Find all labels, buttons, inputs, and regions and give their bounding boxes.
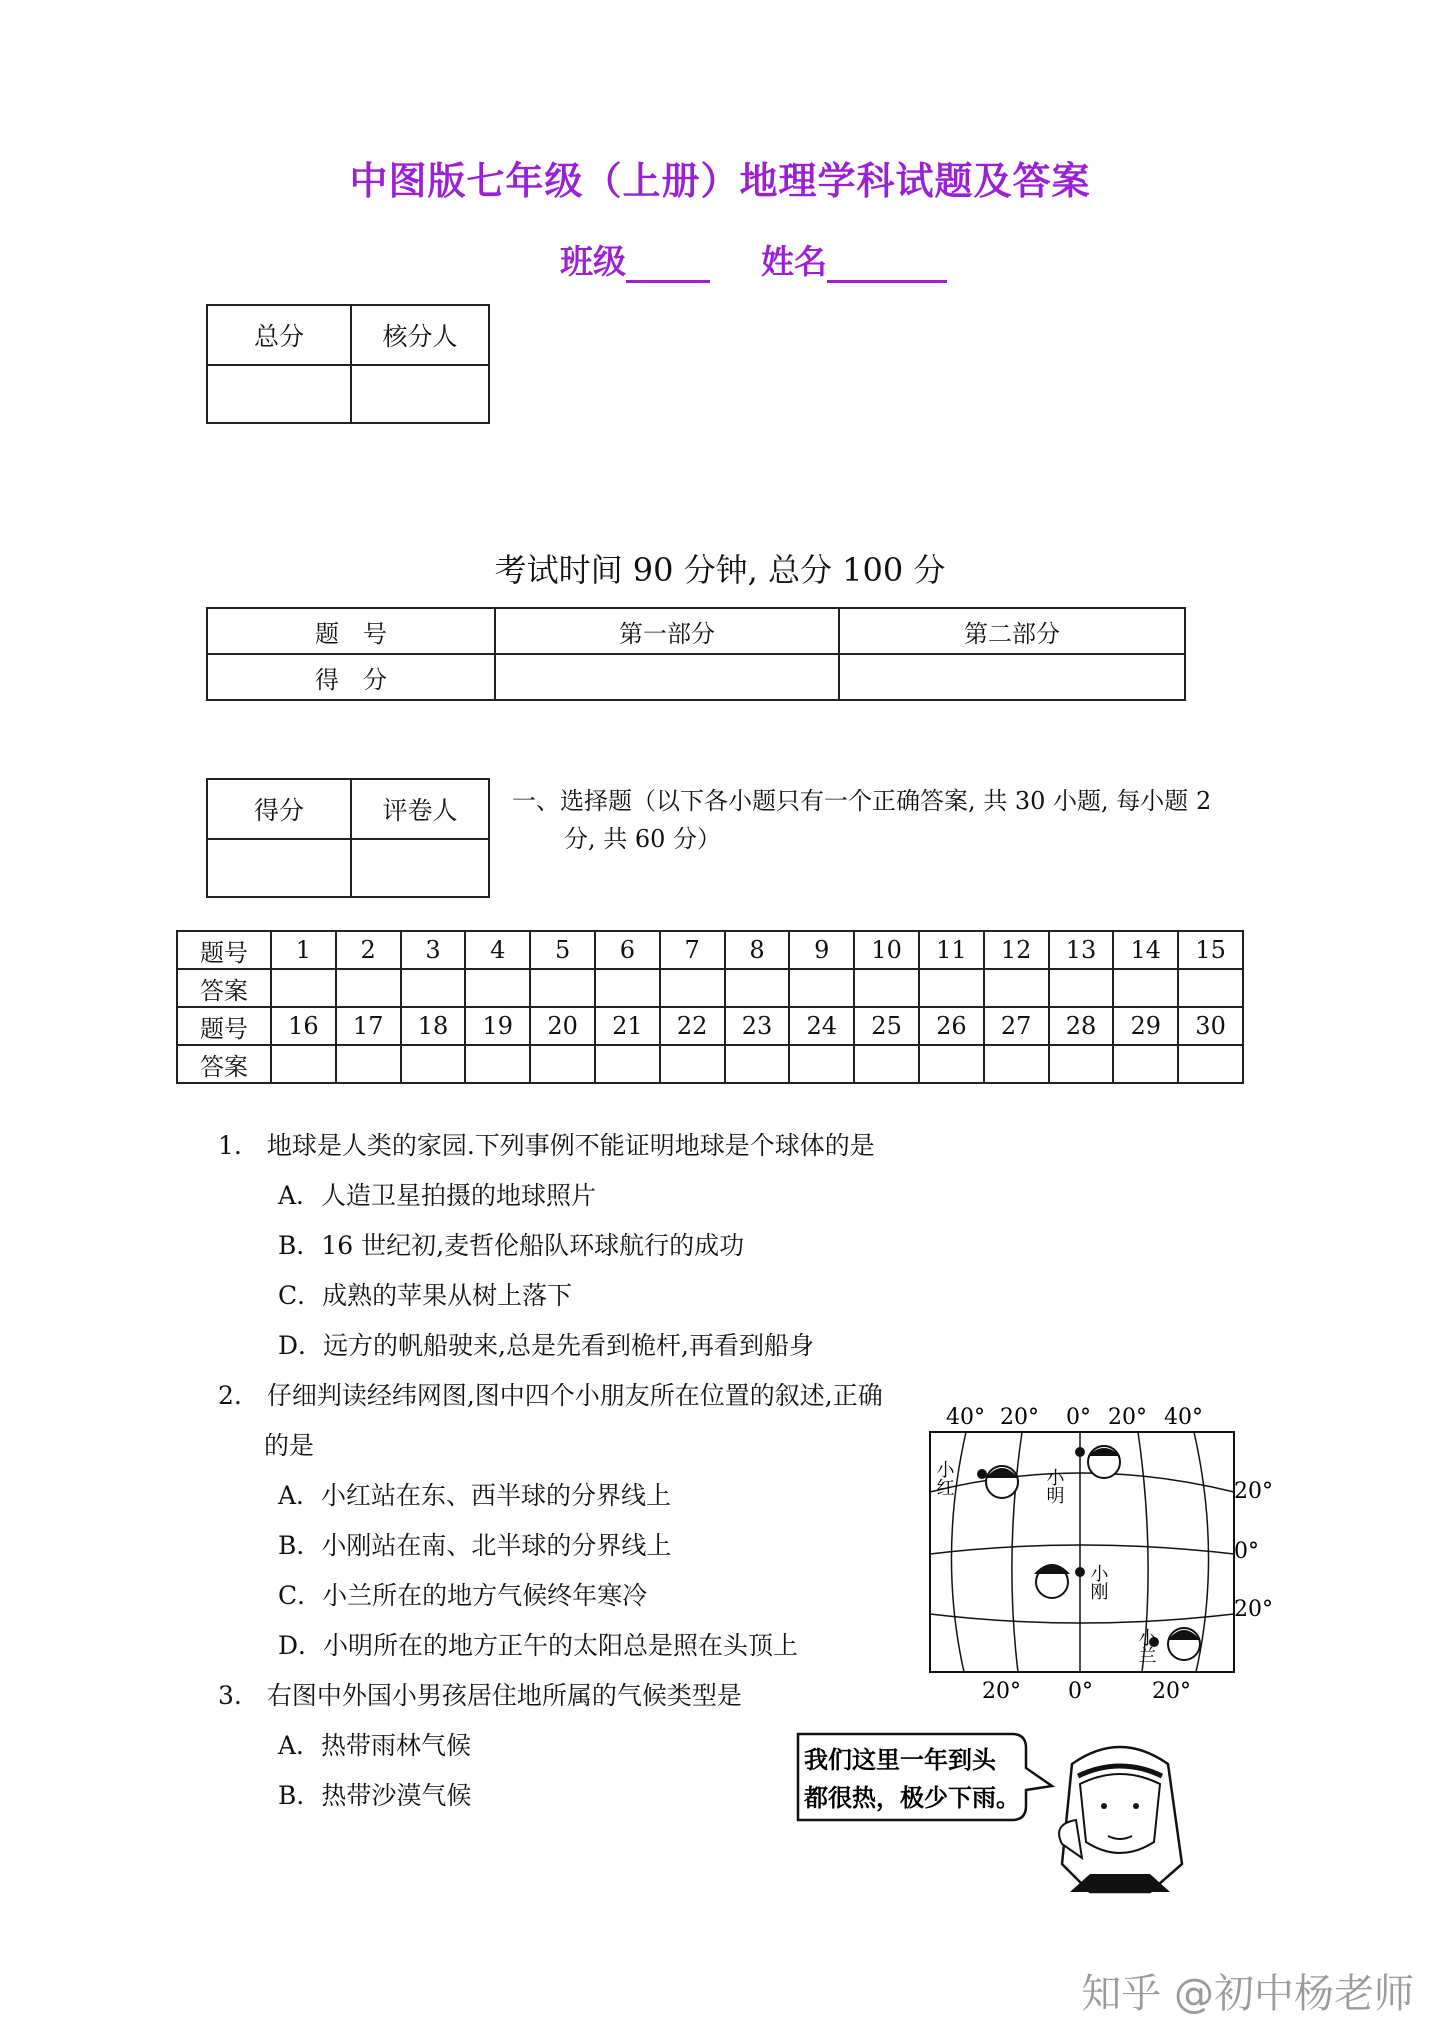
checker-label: 核分人 bbox=[351, 305, 489, 365]
exam-info: 考试时间 90 分钟, 总分 100 分 bbox=[494, 551, 946, 589]
speech-line-1: 我们这里一年到头 bbox=[804, 1746, 996, 1774]
map-bottom-label: 20° bbox=[1152, 1679, 1191, 1704]
map-top-label: 20° bbox=[1108, 1405, 1147, 1430]
watermark: 知乎 @初中杨老师 bbox=[1081, 1971, 1414, 2017]
point-xiaoming bbox=[1075, 1447, 1085, 1457]
boy-eye bbox=[1133, 1803, 1139, 1809]
answer-cell[interactable] bbox=[465, 969, 530, 1007]
speech-line-2: 都很热，极少下雨。 bbox=[804, 1784, 1020, 1812]
grid-row-numbers-1 bbox=[177, 931, 1243, 969]
grid-no: 11 bbox=[919, 931, 984, 969]
grid-no: 20 bbox=[530, 1007, 595, 1045]
grid-no: 10 bbox=[854, 931, 919, 969]
grid-no: 16 bbox=[271, 1007, 336, 1045]
grid-no: 1 bbox=[271, 931, 336, 969]
section-heading-line2: 分, 共 60 分） bbox=[564, 825, 722, 853]
grid-no: 28 bbox=[1049, 1007, 1114, 1045]
class-name-line bbox=[560, 236, 947, 283]
grid-no: 27 bbox=[984, 1007, 1049, 1045]
score-label: 得分 bbox=[207, 779, 351, 839]
kid-icon bbox=[1168, 1628, 1200, 1660]
class-blank[interactable] bbox=[626, 246, 710, 283]
answer-cell[interactable] bbox=[401, 1045, 466, 1083]
grid-no: 4 bbox=[465, 931, 530, 969]
question-2-option-a[interactable]: A．小红站在东、西半球的分界线上 bbox=[278, 1481, 672, 1510]
grid-no: 15 bbox=[1178, 931, 1243, 969]
map-top-label: 0° bbox=[1066, 1405, 1091, 1430]
map-right-label: 20° bbox=[1234, 1479, 1273, 1504]
map-right-label: 0° bbox=[1234, 1539, 1259, 1564]
grid-no: 7 bbox=[660, 931, 725, 969]
grid-no: 3 bbox=[401, 931, 466, 969]
answer-cell[interactable] bbox=[271, 1045, 336, 1083]
point-xiaogang bbox=[1075, 1567, 1085, 1577]
question-3-option-b[interactable]: B．热带沙漠气候 bbox=[278, 1781, 472, 1810]
grid-no: 18 bbox=[401, 1007, 466, 1045]
total-cell[interactable] bbox=[207, 365, 351, 423]
meridian-line bbox=[1012, 1432, 1022, 1672]
question-1-option-c[interactable]: C．成熟的苹果从树上落下 bbox=[278, 1281, 573, 1310]
grid-no: 8 bbox=[725, 931, 790, 969]
parts-header-no: 题 号 bbox=[207, 608, 495, 654]
answer-cell[interactable] bbox=[465, 1045, 530, 1083]
grid-row-answers-2 bbox=[177, 1045, 1243, 1083]
answer-cell[interactable] bbox=[530, 1045, 595, 1083]
class-label: 班级 bbox=[560, 242, 626, 281]
point-xiaohong bbox=[977, 1469, 987, 1479]
parts-table bbox=[206, 607, 1186, 701]
total-label: 总分 bbox=[207, 305, 351, 365]
desert-boy-illustration bbox=[790, 1724, 1210, 1894]
question-1-option-b[interactable]: B．16 世纪初,麦哲伦船队环球航行的成功 bbox=[278, 1231, 745, 1260]
answer-cell[interactable] bbox=[530, 969, 595, 1007]
parts-score-second[interactable] bbox=[839, 654, 1185, 700]
parallel-line bbox=[930, 1614, 1234, 1623]
question-1-stem: 1. 地球是人类的家园.下列事例不能证明地球是个球体的是 bbox=[218, 1131, 875, 1160]
question-2-option-c[interactable]: C．小兰所在的地方气候终年寒冷 bbox=[278, 1581, 648, 1610]
answer-cell[interactable] bbox=[984, 1045, 1049, 1083]
checker-cell[interactable] bbox=[351, 365, 489, 423]
answer-cell[interactable] bbox=[789, 969, 854, 1007]
question-3-stem: 3. 右图中外国小男孩居住地所属的气候类型是 bbox=[218, 1681, 742, 1710]
map-top-label: 20° bbox=[1000, 1405, 1039, 1430]
kid-label-xiaoming: 小明 bbox=[1043, 1468, 1065, 1504]
answer-cell[interactable] bbox=[401, 969, 466, 1007]
name-label: 姓名 bbox=[761, 242, 827, 281]
section-heading-line1: 一、选择题（以下各小题只有一个正确答案, 共 30 小题, 每小题 2 bbox=[512, 787, 1212, 815]
question-2-option-b[interactable]: B．小刚站在南、北半球的分界线上 bbox=[278, 1531, 672, 1560]
kid-label-xiaolan: 小兰 bbox=[1135, 1628, 1157, 1664]
grid-row-answers-1 bbox=[177, 969, 1243, 1007]
answer-grid bbox=[176, 930, 1244, 1084]
grid-no: 19 bbox=[465, 1007, 530, 1045]
grid-no: 2 bbox=[336, 931, 401, 969]
parallel-line bbox=[930, 1545, 1234, 1554]
answer-cell[interactable] bbox=[854, 1045, 919, 1083]
answer-cell[interactable] bbox=[1049, 1045, 1114, 1083]
grid-no: 12 bbox=[984, 931, 1049, 969]
grid-no: 14 bbox=[1113, 931, 1178, 969]
question-1-option-a[interactable]: A．人造卫星拍摄的地球照片 bbox=[278, 1181, 597, 1210]
parts-header-first: 第一部分 bbox=[495, 608, 839, 654]
grid-label-no: 题号 bbox=[177, 931, 271, 969]
answer-cell[interactable] bbox=[919, 1045, 984, 1083]
answer-cell[interactable] bbox=[336, 969, 401, 1007]
name-blank[interactable] bbox=[827, 246, 947, 283]
parts-score-label: 得 分 bbox=[207, 654, 495, 700]
grid-row-numbers-2 bbox=[177, 1007, 1243, 1045]
grid-no: 25 bbox=[854, 1007, 919, 1045]
grid-no: 22 bbox=[660, 1007, 725, 1045]
grid-no: 29 bbox=[1113, 1007, 1178, 1045]
answer-cell[interactable] bbox=[1049, 969, 1114, 1007]
grid-no: 24 bbox=[789, 1007, 854, 1045]
grader-cell[interactable] bbox=[351, 839, 489, 897]
map-top-label: 40° bbox=[946, 1405, 985, 1430]
map-right-label: 20° bbox=[1234, 1597, 1273, 1622]
parallel-line bbox=[930, 1473, 1234, 1492]
boy-face bbox=[1080, 1774, 1160, 1853]
map-bottom-label: 20° bbox=[982, 1679, 1021, 1704]
question-2-stem: 2. 仔细判读经纬网图,图中四个小朋友所在位置的叙述,正确 bbox=[218, 1381, 883, 1410]
grid-label-no: 题号 bbox=[177, 1007, 271, 1045]
grid-label-ans: 答案 bbox=[177, 969, 271, 1007]
kid-label-xiaogang: 小刚 bbox=[1087, 1564, 1109, 1600]
map-bottom-label: 0° bbox=[1068, 1679, 1093, 1704]
map-top-label: 40° bbox=[1164, 1405, 1203, 1430]
kid-icon bbox=[1034, 1564, 1070, 1598]
question-2-option-d[interactable]: D．小明所在的地方正午的太阳总是照在头顶上 bbox=[278, 1631, 799, 1660]
grid-no: 13 bbox=[1049, 931, 1114, 969]
question-2-stem-cont: 的是 bbox=[264, 1431, 315, 1460]
answer-cell[interactable] bbox=[919, 969, 984, 1007]
grader-table bbox=[206, 778, 490, 898]
score-table bbox=[206, 304, 490, 424]
grid-no: 17 bbox=[336, 1007, 401, 1045]
parts-header-second: 第二部分 bbox=[839, 608, 1185, 654]
answer-cell[interactable] bbox=[660, 1045, 725, 1083]
grid-no: 23 bbox=[725, 1007, 790, 1045]
answer-cell[interactable] bbox=[595, 1045, 660, 1083]
page-title: 中图版七年级（上册）地理学科试题及答案 bbox=[349, 159, 1091, 203]
grid-no: 21 bbox=[595, 1007, 660, 1045]
grid-no: 9 bbox=[789, 931, 854, 969]
grid-no: 26 bbox=[919, 1007, 984, 1045]
answer-cell[interactable] bbox=[660, 969, 725, 1007]
score-cell[interactable] bbox=[207, 839, 351, 897]
kid-icon bbox=[986, 1466, 1018, 1498]
grid-no: 6 bbox=[595, 931, 660, 969]
section-heading bbox=[512, 782, 1211, 858]
answer-cell[interactable] bbox=[725, 1045, 790, 1083]
answer-cell[interactable] bbox=[789, 1045, 854, 1083]
grader-label: 评卷人 bbox=[351, 779, 489, 839]
answer-cell[interactable] bbox=[1178, 1045, 1243, 1083]
answer-cell[interactable] bbox=[854, 969, 919, 1007]
parts-score-first[interactable] bbox=[495, 654, 839, 700]
kid-icon bbox=[1088, 1446, 1120, 1478]
answer-cell[interactable] bbox=[595, 969, 660, 1007]
answer-cell[interactable] bbox=[1178, 969, 1243, 1007]
answer-cell[interactable] bbox=[271, 969, 336, 1007]
grid-no: 5 bbox=[530, 931, 595, 969]
grid-label-ans: 答案 bbox=[177, 1045, 271, 1083]
answer-cell[interactable] bbox=[1113, 969, 1178, 1007]
graticule-map bbox=[920, 1396, 1273, 1706]
kid-label-xiaohong: 小红 bbox=[933, 1460, 955, 1496]
answer-cell[interactable] bbox=[984, 969, 1049, 1007]
question-3-option-a[interactable]: A．热带雨林气候 bbox=[278, 1731, 472, 1760]
answer-cell[interactable] bbox=[725, 969, 790, 1007]
boy-eye bbox=[1101, 1803, 1107, 1809]
answer-cell[interactable] bbox=[1113, 1045, 1178, 1083]
grid-no: 30 bbox=[1178, 1007, 1243, 1045]
answer-cell[interactable] bbox=[336, 1045, 401, 1083]
question-1-option-d[interactable]: D．远方的帆船驶来,总是先看到桅杆,再看到船身 bbox=[278, 1331, 814, 1360]
